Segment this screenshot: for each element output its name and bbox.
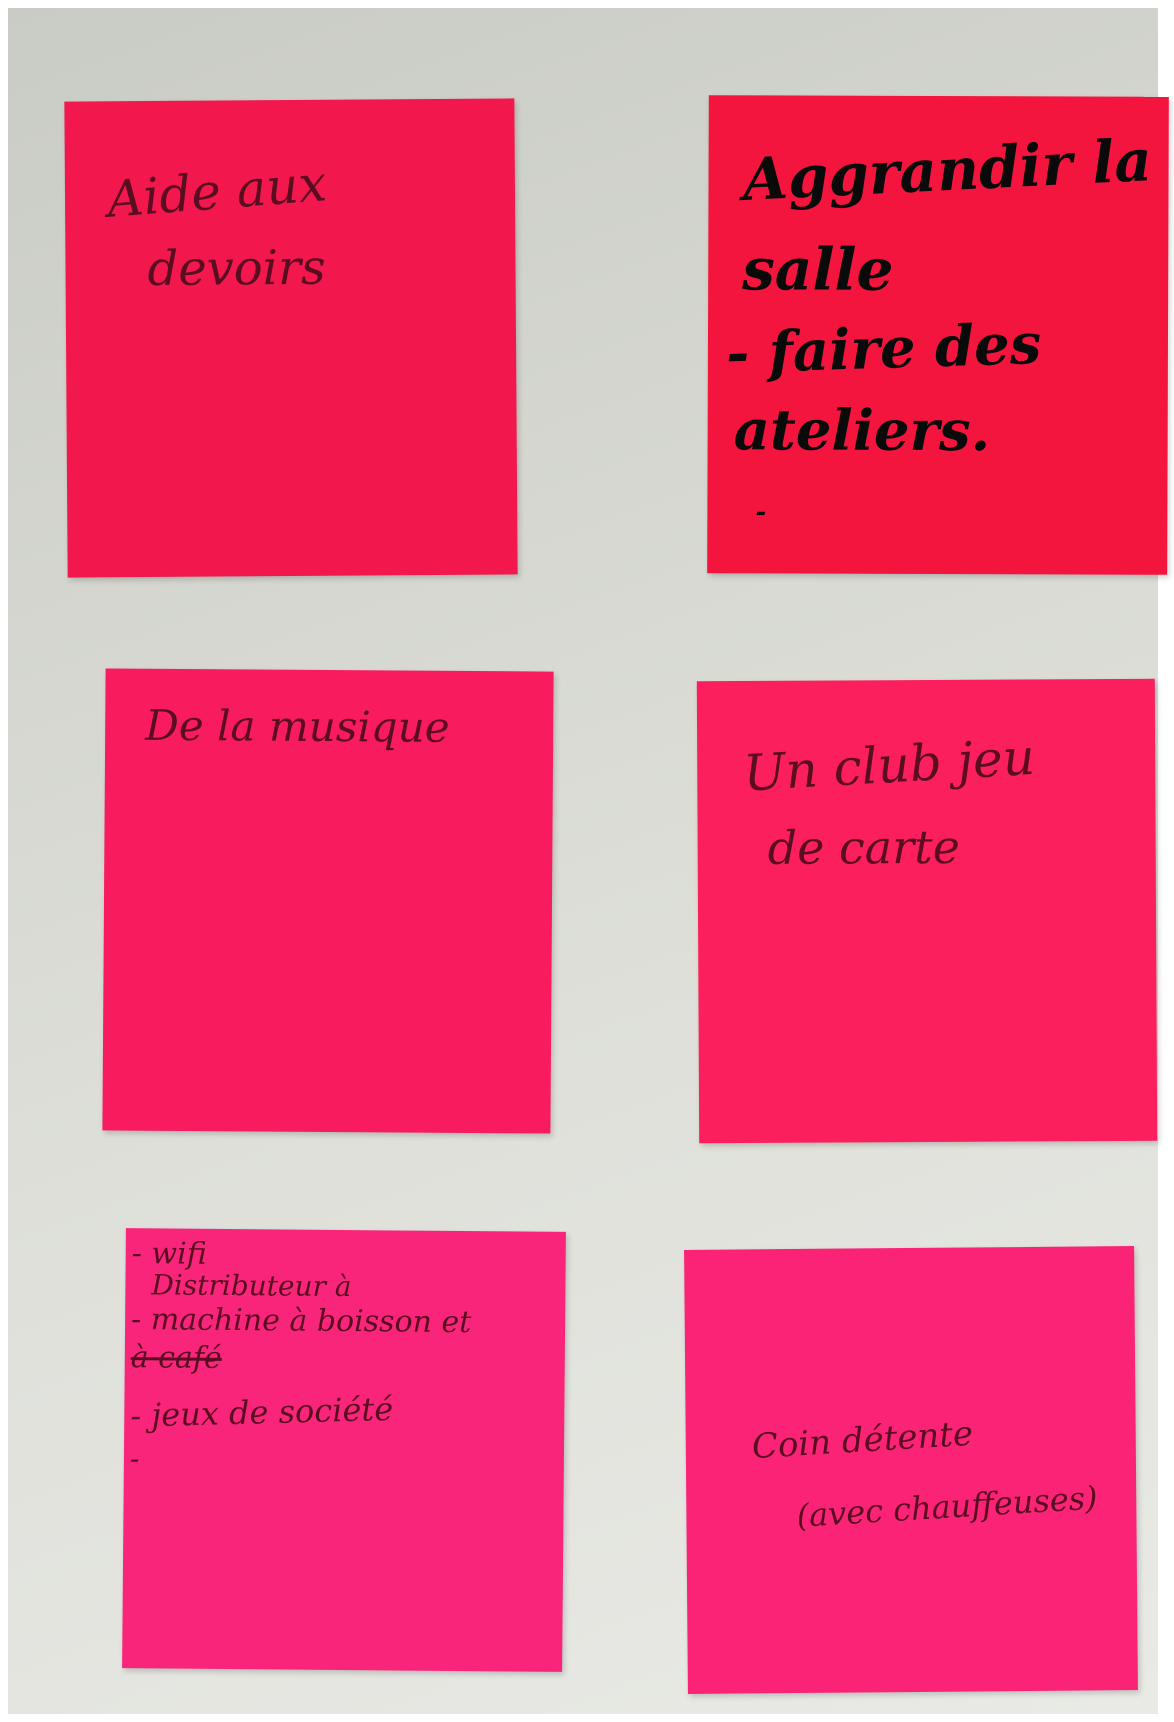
note-text-line: De la musique bbox=[145, 700, 450, 752]
note-text-line: - jeux de société bbox=[129, 1389, 394, 1435]
note-text-line: Aggrandir la bbox=[741, 126, 1154, 214]
sticky-note-aggrandir-la-salle bbox=[707, 95, 1169, 575]
note-text-line: - faire des bbox=[724, 310, 1043, 387]
sticky-note-coin-detente bbox=[684, 1246, 1138, 1694]
note-text-line: - bbox=[755, 497, 767, 528]
note-text-line: salle bbox=[742, 235, 894, 304]
note-text-line: Aide aux bbox=[105, 154, 329, 229]
note-text-line: devoirs bbox=[147, 239, 326, 297]
sticky-note-club-jeu-de-carte bbox=[697, 679, 1157, 1143]
sticky-note-wifi-list bbox=[122, 1228, 566, 1672]
note-text-line: Coin détente bbox=[750, 1413, 975, 1468]
note-text-line: Distributeur à bbox=[151, 1268, 352, 1304]
wall-background bbox=[8, 8, 1158, 1714]
note-text-line: Un club jeu bbox=[741, 727, 1037, 803]
sticky-note-aide-aux-devoirs bbox=[64, 98, 517, 577]
note-text-line-struck: à café bbox=[130, 1340, 222, 1376]
note-text-line: - wifi bbox=[131, 1236, 207, 1272]
note-text-line: - bbox=[129, 1442, 140, 1476]
note-text-line: (avec chauffeuses) bbox=[795, 1478, 1099, 1535]
note-text-line: de carte bbox=[767, 819, 960, 875]
note-text-line-struck: - machine à boisson et bbox=[130, 1302, 472, 1341]
sticky-note-de-la-musique bbox=[102, 668, 553, 1133]
note-text-line: ateliers. bbox=[733, 397, 991, 465]
